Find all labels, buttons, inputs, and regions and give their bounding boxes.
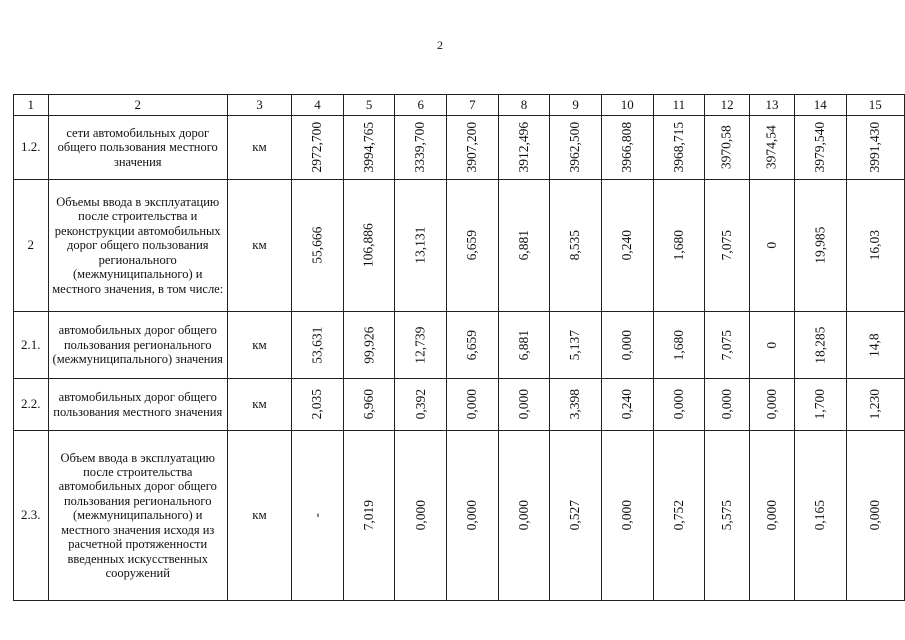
cell-value: 3994,765 [360,122,376,173]
cell-value: 0,000 [515,500,531,531]
table-cell [498,312,550,379]
cell-value: 5,137 [567,329,583,361]
table-cell [653,180,705,312]
table-cell [846,312,904,379]
row-description: автомобильных дорог общего пользования регионального (межмуниципального) значения [48,312,227,379]
cell-value: 16,03 [867,230,883,261]
cell-value: 0,000 [763,389,779,420]
table-cell [343,379,395,431]
table-cell [846,180,904,312]
row-unit: км [227,116,291,180]
table-cell [794,116,846,180]
table-cell [794,431,846,601]
cell-value: 13,131 [412,226,428,265]
row-unit: км [227,180,291,312]
cell-value: 1,680 [670,329,686,361]
cell-value: 0,000 [464,389,480,420]
row-unit: км [227,312,291,379]
table-cell [343,312,395,379]
column-header: 1 [14,95,49,116]
cell-value: 53,631 [309,326,325,364]
cell-value: 0 [763,341,779,349]
table-cell [550,379,602,431]
table-cell [653,312,705,379]
table-cell [498,431,550,601]
table-header-row [14,95,905,116]
cell-value: 3339,700 [412,122,428,173]
table-cell [705,379,750,431]
table-cell [705,116,750,180]
table-cell [447,116,499,180]
cell-value: 0,000 [464,500,480,531]
row-unit: км [227,431,291,601]
table-cell [550,180,602,312]
table-cell [601,116,653,180]
table-row [14,379,905,431]
table-cell [447,180,499,312]
table-cell [395,312,447,379]
table-cell [846,431,904,601]
column-header: 12 [705,95,750,116]
table-cell [653,431,705,601]
cell-value: 3968,715 [670,122,686,173]
table-cell [601,431,653,601]
cell-value: 19,985 [812,226,828,265]
cell-value: 2972,700 [309,122,325,173]
cell-value: 7,075 [718,230,734,261]
table-cell [292,431,344,601]
table-cell [292,116,344,180]
table-cell [601,312,653,379]
cell-value: 0,000 [867,500,883,531]
cell-value: 0,000 [619,329,634,361]
table-cell [343,116,395,180]
cell-value: 0,000 [619,500,634,531]
column-header: 8 [498,95,550,116]
table-cell [794,180,846,312]
table-cell [653,116,705,180]
table-row [14,180,905,312]
column-header: 7 [447,95,499,116]
cell-value: 6,881 [515,230,531,261]
cell-value: 0,527 [567,500,583,531]
cell-value: 3907,200 [464,122,480,173]
row-description: Объемы ввода в эксплуатацию после строительства и реконструкции автомобильных дорог общего пользования регионального (межмуниципального) и местного значения, в том числе: [48,180,227,312]
column-header: 15 [846,95,904,116]
column-header: 11 [653,95,705,116]
column-header: 14 [794,95,846,116]
cell-value: 2,035 [309,389,325,420]
cell-value: 12,739 [412,326,428,364]
table-cell [846,116,904,180]
table-cell [447,431,499,601]
row-unit: км [227,379,291,431]
row-number: 1.2. [14,116,49,180]
cell-value: 5,575 [718,500,734,531]
row-number: 2 [14,180,49,312]
table-cell [750,431,795,601]
row-description: автомобильных дорог общего пользования местного значения [48,379,227,431]
table-cell [498,180,550,312]
table-cell [292,379,344,431]
table-cell [550,312,602,379]
cell-value: 6,960 [360,389,376,420]
table-cell [750,180,795,312]
cell-value: 0,000 [412,500,428,531]
cell-value: 0,240 [619,230,634,261]
table-cell [343,431,395,601]
column-header: 2 [48,95,227,116]
table-cell [794,379,846,431]
row-number: 2.3. [14,431,49,601]
cell-value: 106,886 [360,223,376,268]
table-cell [550,431,602,601]
cell-value: 0,000 [718,389,734,420]
table-cell [601,180,653,312]
table-cell [705,312,750,379]
column-header: 6 [395,95,447,116]
cell-value: 1,230 [867,389,883,420]
column-header: 13 [750,95,795,116]
cell-value: 1,680 [670,230,686,261]
table-cell [292,180,344,312]
table-cell [292,312,344,379]
road-statistics-table [13,94,905,601]
cell-value: 0 [763,242,779,249]
column-header: 10 [601,95,653,116]
cell-value: 3991,430 [867,122,883,173]
cell-value: 3970,58 [718,125,734,170]
row-description: Объем ввода в эксплуатацию после строительства автомобильных дорог общего пользования регионального (межмуниципального) и местного значения исходя из расчетной протяженности введенных искусственных сооружений [48,431,227,601]
table-cell [498,116,550,180]
column-header: 5 [343,95,395,116]
page-number: 2 [437,38,443,52]
cell-value: 1,700 [812,389,828,420]
table-cell [498,379,550,431]
table-cell [653,379,705,431]
cell-value: 3962,500 [567,122,583,173]
cell-value: 3912,496 [515,122,531,173]
table-cell [750,116,795,180]
column-header: 3 [227,95,291,116]
cell-value: 3,398 [567,389,583,420]
cell-value: 8,535 [567,230,583,261]
table-cell [395,431,447,601]
table-cell [395,180,447,312]
table-cell [750,312,795,379]
cell-value: 0,240 [619,389,634,420]
table-cell [750,379,795,431]
row-number: 2.1. [14,312,49,379]
cell-value: 14,8 [867,333,883,357]
cell-value: 3966,808 [619,122,634,173]
table-row [14,116,905,180]
table-cell [846,379,904,431]
table-cell [343,180,395,312]
cell-value: 55,666 [309,226,325,265]
table-row [14,312,905,379]
cell-value: 3979,540 [812,122,828,173]
cell-value: 6,881 [515,329,531,361]
cell-value: 7,019 [360,500,376,531]
cell-value: - [309,513,325,518]
cell-value: 99,926 [360,326,376,364]
table-cell [705,431,750,601]
table-cell [395,116,447,180]
table-cell [447,312,499,379]
row-number: 2.2. [14,379,49,431]
cell-value: 6,659 [464,329,480,361]
cell-value: 0,000 [515,389,531,420]
cell-value: 0,165 [812,500,828,531]
cell-value: 7,075 [718,329,734,361]
column-header: 4 [292,95,344,116]
cell-value: 3974,54 [763,125,779,170]
row-description: сети автомобильных дорог общего пользования местного значения [48,116,227,180]
cell-value: 0,000 [670,389,686,420]
table-cell [794,312,846,379]
cell-value: 0,752 [670,500,686,531]
table-cell [601,379,653,431]
table-cell [395,379,447,431]
table-cell [550,116,602,180]
cell-value: 0,000 [763,500,779,531]
cell-value: 18,285 [812,326,828,364]
table-cell [705,180,750,312]
cell-value: 6,659 [464,230,480,261]
table-row [14,431,905,601]
cell-value: 0,392 [412,389,428,420]
table-cell [447,379,499,431]
column-header: 9 [550,95,602,116]
